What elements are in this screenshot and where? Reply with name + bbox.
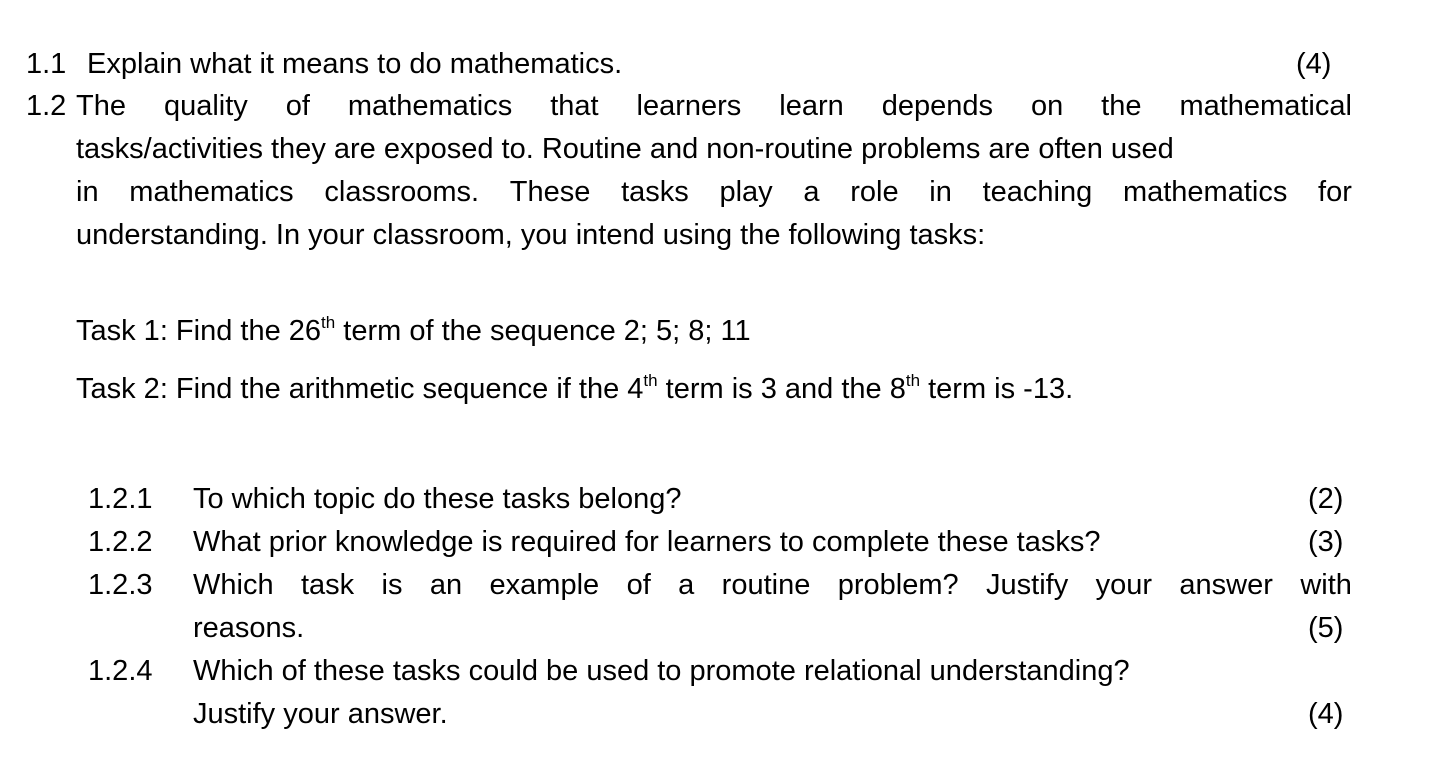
q1-2-number: 1.2 — [26, 90, 67, 122]
subq-3-line-1-word: Which — [193, 569, 274, 601]
q1-2-intro-line-1-word: quality — [163, 90, 248, 122]
q1-1-number: 1.1 — [26, 48, 67, 80]
subq-3-line-1-word: example — [489, 569, 600, 601]
subq-1-text: To which topic do these tasks belong? — [193, 483, 682, 515]
subq-3-line-1-word: with — [1300, 569, 1352, 601]
subq-3-line-1-word: task — [300, 569, 355, 601]
subq-4-line-1: Which of these tasks could be used to promote relational understanding? — [193, 655, 1130, 687]
q1-2-intro-line-3-word: in — [76, 176, 99, 208]
q1-2-intro-line-1-word: depends — [881, 90, 993, 122]
subq-2-text: What prior knowledge is required for learners to complete these tasks? — [193, 526, 1101, 558]
q1-2-intro-line-3-word: mathematics — [1122, 176, 1288, 208]
task-2-prefix: Task 2: Find the arithmetic sequence if the 4 — [76, 373, 644, 405]
q1-2-intro-line-3-word: a — [803, 176, 820, 208]
subq-3-line-1-word: answer — [1179, 569, 1273, 601]
q1-2-intro-line-1-word: mathematics — [347, 90, 513, 122]
task-2-suffix: term is -13. — [920, 373, 1074, 405]
subq-2-marks: (3) — [1308, 526, 1344, 558]
subq-4-number: 1.2.4 — [88, 655, 153, 687]
subq-4-line-2: Justify your answer. — [193, 698, 448, 730]
q1-2-intro-line-3-word: tasks — [621, 176, 689, 208]
q1-2-intro-line-3-word: in — [929, 176, 952, 208]
q1-2-intro-line-1-word: the — [1101, 90, 1142, 122]
task-2-sup-2: th — [905, 371, 921, 390]
subq-3-line-1-word: a — [678, 569, 695, 601]
q1-2-intro-line-3 — [76, 174, 1352, 210]
subq-3-line-1-word: an — [429, 569, 463, 601]
task-2 — [76, 371, 1073, 407]
q1-2-intro-line-3-word: play — [719, 176, 773, 208]
subq-3-line-2: reasons. — [193, 612, 305, 644]
q1-2-intro-line-1 — [76, 88, 1352, 124]
q1-2-intro-line-3-word: teaching — [982, 176, 1093, 208]
subq-1-number: 1.2.1 — [88, 483, 153, 515]
subq-3-line-1-word: Justify — [986, 569, 1069, 601]
task-1-prefix: Task 1: Find the 26 — [76, 315, 322, 347]
subq-3-line-1-word: routine — [721, 569, 811, 601]
q1-2-intro-line-1-word: on — [1030, 90, 1064, 122]
subq-3-marks: (5) — [1308, 612, 1344, 644]
q1-2-intro-line-1-word: The — [76, 90, 126, 122]
task-1-suffix: term of the sequence 2; 5; 8; 11 — [335, 315, 751, 347]
subq-3-line-1-word: of — [626, 569, 651, 601]
task-1-sup: th — [321, 313, 336, 332]
q1-2-intro-line-2: tasks/activities they are exposed to. Routine and non-routine problems are often used — [76, 133, 1174, 165]
q1-2-intro-line-3-word: for — [1318, 176, 1352, 208]
q1-2-intro-line-1-word: mathematical — [1179, 90, 1352, 122]
q1-1-text: Explain what it means to do mathematics. — [87, 48, 623, 80]
task-1 — [76, 313, 751, 349]
q1-2-intro-line-3-word: mathematics — [129, 176, 294, 208]
subq-3-line-1-word: your — [1095, 569, 1153, 601]
subq-4-marks: (4) — [1308, 698, 1344, 730]
q1-2-intro-line-1-word: learn — [779, 90, 844, 122]
subq-3-line-1 — [193, 567, 1352, 603]
q1-2-intro-line-1-word: of — [285, 90, 310, 122]
q1-2-intro-line-4: understanding. In your classroom, you intend using the following tasks: — [76, 219, 986, 251]
task-2-sup-1: th — [643, 371, 658, 390]
task-2-middle: term is 3 and the 8 — [657, 373, 906, 405]
q1-1-marks: (4) — [1296, 48, 1332, 80]
q1-2-intro-line-1-word: that — [550, 90, 599, 122]
subq-3-line-1-word: problem? — [837, 569, 959, 601]
subq-3-line-1-word: is — [381, 569, 403, 601]
q1-2-intro-line-3-word: classrooms. — [324, 176, 480, 208]
subq-1-marks: (2) — [1308, 483, 1344, 515]
q1-2-intro-line-3-word: role — [850, 176, 899, 208]
subq-2-number: 1.2.2 — [88, 526, 153, 558]
subq-3-number: 1.2.3 — [88, 569, 153, 601]
q1-2-intro-line-3-word: These — [509, 176, 591, 208]
q1-2-intro-line-1-word: learners — [636, 90, 742, 122]
